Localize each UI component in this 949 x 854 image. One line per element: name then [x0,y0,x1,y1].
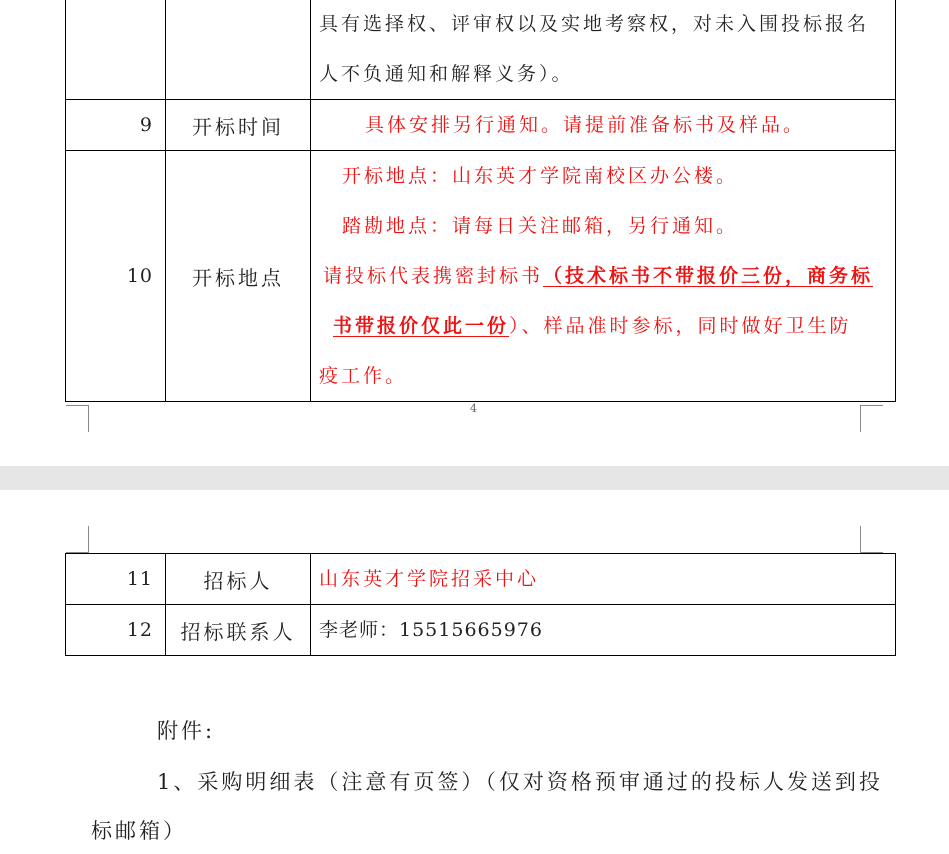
row-content [311,605,896,656]
bid-info-table-part2 [65,553,896,656]
row-content [311,151,896,402]
contact-text: 李老师：15515665976 [319,619,543,641]
row-item-cell [166,0,311,100]
bid-instructions-line [311,251,895,301]
table-row-8-continued [66,0,896,100]
row-number: 10 [66,151,166,402]
table-row-9 [66,100,896,151]
crop-mark [860,405,883,432]
site-visit-line: 踏勘地点：请每日关注邮箱，另行通知。 [342,215,739,237]
instructions-emphasis: 书带报价仅此一份 [333,315,510,337]
row-content [311,100,896,151]
bid-instructions-line [311,301,895,351]
opening-time-text: 具体安排另行通知。请提前准备标书及样品。 [365,114,806,136]
crop-mark [860,526,883,553]
attachment-item-1: 1、采购明细表（注意有页签）（仅对资格预审通过的投标人发送到投 [157,770,883,794]
bid-instructions-line: 疫工作。 [319,365,408,387]
row-item-label: 招标人 [166,554,311,605]
row-item-label: 招标联系人 [166,605,311,656]
crop-mark [66,405,89,432]
row-number: 12 [66,605,166,656]
row-number-cell [66,0,166,100]
page-gap [0,466,949,490]
row-item-label: 开标时间 [166,100,311,151]
instructions-text: 请投标代表携密封标书 [323,265,544,287]
row-content-cell [311,0,896,100]
page-number: 4 [470,402,477,415]
content-line: 具有选择权、评审权以及实地考察权，对未入围投标报名 [319,13,870,35]
content-line: 人不负通知和解释义务）。 [319,63,574,85]
row-number: 11 [66,554,166,605]
table-row-12 [66,605,896,656]
opening-location-line: 开标地点：山东英才学院南校区办公楼。 [342,165,739,187]
crop-mark [66,526,89,553]
bid-info-table-part1 [65,0,896,402]
row-item-label: 开标地点 [166,151,311,402]
table-row-10 [66,151,896,402]
instructions-emphasis: （技术标书不带报价三份，商务标 [543,265,874,287]
attachment-label: 附件: [157,719,216,743]
row-content [311,554,896,605]
tenderer-text: 山东英才学院招采中心 [319,568,540,590]
table-row-11 [66,554,896,605]
row-number: 9 [66,100,166,151]
document-page-2 [0,490,949,854]
instructions-text: ）、样品准时参标，同时做好卫生防 [509,315,852,337]
attachment-item-1-continued: 标邮箱） [91,819,187,843]
